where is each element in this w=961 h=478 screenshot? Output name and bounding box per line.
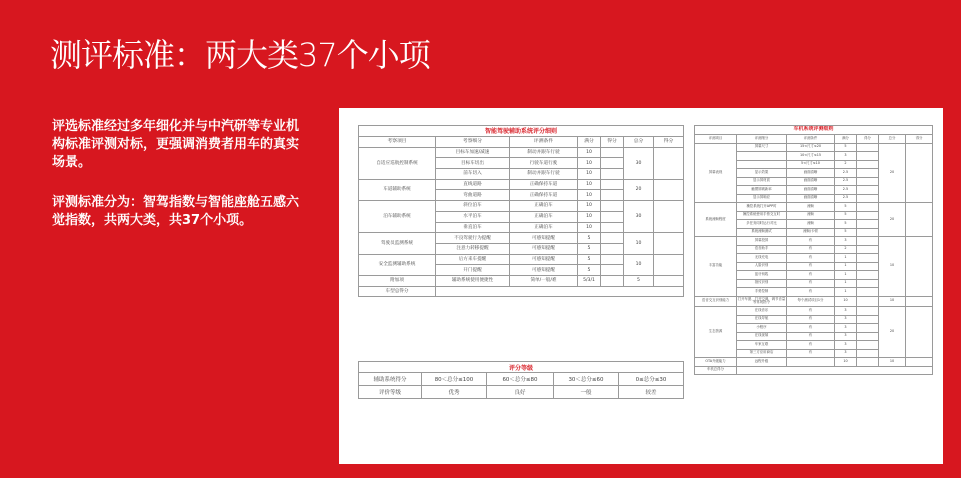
table-cell: 流畅 xyxy=(787,211,835,220)
score-cell xyxy=(857,169,879,178)
table-cell: 10 xyxy=(578,222,601,233)
table-cell: 人脸识别 xyxy=(737,262,787,271)
table-cell: 制动并跟车行驶 xyxy=(510,169,578,180)
intro-paragraph-1: 评选标准经过多年细化并与中汽研等专业机构标准评测对标，更强调消费者用车的真实场景。 xyxy=(52,119,300,170)
group-name: 驾驶员监测系统 xyxy=(359,233,436,254)
total-label: 车型总得分 xyxy=(359,286,436,297)
table-cell: 开门提醒 xyxy=(436,265,510,276)
score-cell xyxy=(857,143,879,152)
score-cell xyxy=(857,271,879,280)
score-cell xyxy=(857,220,879,229)
table-cell: 有 xyxy=(787,245,835,254)
table-cell: 在线导航 xyxy=(737,315,787,324)
table-cell: 有 xyxy=(787,324,835,333)
table-cell: 显示屏材质 xyxy=(737,177,787,186)
table-row xyxy=(695,296,933,307)
score-cell xyxy=(857,254,879,263)
table-cell: 0≤总分≤30 xyxy=(619,373,684,386)
score-cell xyxy=(857,152,879,161)
table-cell: 有 xyxy=(787,288,835,297)
score-cell xyxy=(857,177,879,186)
table-row xyxy=(359,147,684,158)
table-cell: 80＜总分≤100 xyxy=(422,373,487,386)
table-cell: 蓝牙钥匙 xyxy=(737,271,787,280)
table-cell: 5 xyxy=(578,243,601,254)
group-score xyxy=(906,203,933,237)
group-total: 20 xyxy=(879,203,906,237)
table-cell xyxy=(601,275,624,286)
table-cell: 流畅 xyxy=(787,203,835,212)
group-score xyxy=(654,147,684,179)
criteria-sheet xyxy=(339,108,943,464)
table-cell: 一般 xyxy=(554,386,619,399)
table-row xyxy=(359,275,684,286)
table-cell: 画面清晰 xyxy=(787,177,835,186)
table-cell: 每个测试项目1分 xyxy=(787,296,835,307)
table-caption: 智能驾驶辅助系统评分细则 xyxy=(359,126,684,137)
table-cell: 较差 xyxy=(619,386,684,399)
column-header: 得分 xyxy=(654,137,684,148)
table-cell: 3 xyxy=(835,349,857,358)
table-cell: 5 xyxy=(835,228,857,237)
table-cell xyxy=(436,286,684,297)
table-cell: 语音助手 xyxy=(737,245,787,254)
table-cell: 直线道路 xyxy=(436,179,510,190)
table-cell: 5 xyxy=(835,220,857,229)
table-cell: 可感知提醒 xyxy=(510,233,578,244)
table-cell: 1 xyxy=(835,262,857,271)
score-cell xyxy=(601,243,624,254)
table-row xyxy=(695,366,933,375)
table-row xyxy=(359,254,684,265)
group-score xyxy=(654,201,684,233)
table-cell: 有 xyxy=(787,271,835,280)
table-cell: 在线视频 xyxy=(737,332,787,341)
group-total: 20 xyxy=(879,143,906,203)
table-row xyxy=(695,237,933,246)
table-cell: 触摸屏刷新率 xyxy=(737,186,787,195)
table-cell: 有 xyxy=(787,349,835,358)
table-cell: 5 xyxy=(835,143,857,152)
table-cell: 水平泊车 xyxy=(436,211,510,222)
table-cell: 1 xyxy=(835,271,857,280)
table-cell: 附加项 xyxy=(359,275,436,286)
table-cell: 10 xyxy=(578,201,601,212)
table-row xyxy=(359,233,684,244)
table-cell: 5 xyxy=(578,254,601,265)
score-cell xyxy=(857,211,879,220)
column-header: 总分 xyxy=(624,137,654,148)
group-score xyxy=(906,237,933,297)
table-cell: 简单/一般/难 xyxy=(510,275,578,286)
table-cell: 第三方应用商店 xyxy=(737,349,787,358)
group-name: 系统流畅程度 xyxy=(695,203,737,237)
column-header: 满分 xyxy=(835,135,857,144)
column-header: 得分 xyxy=(906,135,933,144)
score-cell xyxy=(857,324,879,333)
table-row xyxy=(695,143,933,152)
table-cell: 后方来车提醒 xyxy=(436,254,510,265)
column-header: 得分 xyxy=(601,137,624,148)
column-header: 满分 xyxy=(578,137,601,148)
table-row xyxy=(359,286,684,297)
table-cell xyxy=(906,358,933,367)
table-cell: 良好 xyxy=(487,386,554,399)
table-cell: 目标车切出 xyxy=(436,158,510,169)
column-header: 评测细分 xyxy=(737,135,787,144)
table-cell: 可感知提醒 xyxy=(510,254,578,265)
score-cell xyxy=(857,279,879,288)
table-cell: 10 xyxy=(835,358,857,367)
table-cell: 有 xyxy=(787,341,835,350)
table-row xyxy=(695,307,933,316)
table-cell: 显示屏响应 xyxy=(737,194,787,203)
score-cell xyxy=(601,211,624,222)
group-total: 20 xyxy=(879,307,906,358)
table-cell: 正确保持车道 xyxy=(510,179,578,190)
table-cell: 有 xyxy=(787,307,835,316)
group-score xyxy=(906,143,933,203)
score-cell xyxy=(601,179,624,190)
table-cell: 前车切入 xyxy=(436,169,510,180)
score-cell xyxy=(601,169,624,180)
table-cell: 无线充电 xyxy=(737,254,787,263)
table-row xyxy=(695,203,933,212)
group-total: 30 xyxy=(624,201,654,233)
table-caption-row xyxy=(695,126,933,135)
group-name: 安全监测辅助系统 xyxy=(359,254,436,275)
total-label: 车机总得分 xyxy=(695,366,737,375)
score-cell xyxy=(857,245,879,254)
table-cell: 目标车加速/减速 xyxy=(436,147,510,158)
score-cell xyxy=(857,296,879,307)
table-cell: 3 xyxy=(835,332,857,341)
column-header: 评测项目 xyxy=(695,135,737,144)
column-header: 总分 xyxy=(879,135,906,144)
table-cell: 5<尺寸≤10 xyxy=(787,160,835,169)
table-cell: 60＜总分≤80 xyxy=(487,373,554,386)
table-cell: 正确泊车 xyxy=(510,222,578,233)
infotainment-scoring-table xyxy=(694,125,933,375)
score-cell xyxy=(857,194,879,203)
table-cell: 多任务同时运行对比 xyxy=(737,220,787,229)
group-name: 自适应巡航控制系统 xyxy=(359,147,436,179)
table-cell: 30＜总分≤60 xyxy=(554,373,619,386)
table-cell: 有 xyxy=(787,315,835,324)
table-caption: 评分等级 xyxy=(359,362,684,373)
column-header: 评测条件 xyxy=(510,137,578,148)
group-name: 车道辅助系统 xyxy=(359,179,436,200)
table-cell: 1 xyxy=(835,254,857,263)
table-row xyxy=(359,201,684,212)
table-cell: 15<尺寸≤20 xyxy=(787,143,835,152)
table-cell: 3 xyxy=(835,324,857,333)
group-score xyxy=(906,307,933,358)
table-cell: 画面清晰 xyxy=(787,194,835,203)
table-cell: 10 xyxy=(879,358,906,367)
score-cell xyxy=(857,315,879,324)
table-cell: 屏幕投屏 xyxy=(737,237,787,246)
table-header-row xyxy=(695,135,933,144)
table-cell: 5 xyxy=(835,203,857,212)
table-cell: 不良驾驶行为提醒 xyxy=(436,233,510,244)
table-caption: 车机系统评测细则 xyxy=(695,126,933,135)
table-cell: 5 xyxy=(578,233,601,244)
group-name: 屏幕表现 xyxy=(695,143,737,203)
score-cell xyxy=(857,228,879,237)
score-cell xyxy=(601,254,624,265)
score-cell xyxy=(601,222,624,233)
table-cell: 优秀 xyxy=(422,386,487,399)
table-cell: 10 xyxy=(578,211,601,222)
table-cell: 2.5 xyxy=(835,194,857,203)
group-total: 10 xyxy=(879,237,906,297)
score-cell xyxy=(857,186,879,195)
table-cell: 远程升级 xyxy=(737,358,787,367)
table-cell: 3 xyxy=(835,152,857,161)
score-cell xyxy=(857,307,879,316)
table-cell: 辅助系统得分 xyxy=(359,373,422,386)
table-cell: 5/3/1 xyxy=(578,275,601,286)
score-cell xyxy=(857,160,879,169)
table-cell: 10 xyxy=(578,147,601,158)
table-cell: 有 xyxy=(787,254,835,263)
table-cell: 10 xyxy=(578,179,601,190)
table-cell xyxy=(737,152,787,161)
table-cell: OTA升级能力 xyxy=(695,358,737,367)
table-cell xyxy=(654,275,684,286)
score-cell xyxy=(857,349,879,358)
table-header-row xyxy=(359,137,684,148)
table-cell: 2.5 xyxy=(835,186,857,195)
table-cell: 3 xyxy=(835,341,857,350)
table-cell xyxy=(857,358,879,367)
group-score xyxy=(654,254,684,275)
score-cell xyxy=(857,332,879,341)
score-cell xyxy=(857,237,879,246)
table-cell: 2.5 xyxy=(835,169,857,178)
group-score xyxy=(654,179,684,200)
table-cell: 有 xyxy=(787,237,835,246)
table-cell: 注意力转移提醒 xyxy=(436,243,510,254)
table-caption-row xyxy=(359,362,684,373)
group-score xyxy=(654,233,684,254)
score-cell xyxy=(601,201,624,212)
table-cell: 2 xyxy=(835,160,857,169)
table-row xyxy=(359,179,684,190)
score-cell xyxy=(601,190,624,201)
table-cell: 正确保持车道 xyxy=(510,190,578,201)
group-total: 20 xyxy=(624,179,654,200)
table-cell: 流畅/卡顿 xyxy=(787,228,835,237)
table-cell: 小程序 xyxy=(737,324,787,333)
table-caption-row xyxy=(359,126,684,137)
table-cell: 手势控制 xyxy=(737,288,787,297)
group-total: 10 xyxy=(879,296,906,307)
table-cell: 1 xyxy=(835,279,857,288)
group-name: 生态资源 xyxy=(695,307,737,358)
table-cell: 操控系统使用手势交互时 xyxy=(737,211,787,220)
score-cell xyxy=(601,233,624,244)
table-cell: 5 xyxy=(835,211,857,220)
table-cell: 流畅 xyxy=(787,220,835,229)
table-cell: 车家互联 xyxy=(737,341,787,350)
table-cell: 评价等级 xyxy=(359,386,422,399)
table-cell: 斜位泊车 xyxy=(436,201,510,212)
score-cell xyxy=(857,341,879,350)
table-cell xyxy=(787,358,835,367)
score-cell xyxy=(857,288,879,297)
column-header: 评测条件 xyxy=(787,135,835,144)
intro-paragraph-2: 评测标准分为：智驾指数与智能座舱五感六觉指数，共两大类，共37个小项。 xyxy=(52,195,300,228)
table-cell: 2.5 xyxy=(835,177,857,186)
score-cell xyxy=(601,147,624,158)
table-cell: 屏幕尺寸 xyxy=(737,143,787,152)
table-cell: 有 xyxy=(787,279,835,288)
table-row xyxy=(359,386,684,399)
table-cell: 有 xyxy=(787,332,835,341)
score-cell xyxy=(857,203,879,212)
table-cell xyxy=(737,160,787,169)
grade-table xyxy=(358,361,684,399)
column-header: 得分 xyxy=(857,135,879,144)
table-cell: 可感知提醒 xyxy=(510,243,578,254)
table-cell: 3 xyxy=(835,237,857,246)
score-cell xyxy=(601,158,624,169)
table-cell: 10<尺寸≤15 xyxy=(787,152,835,161)
table-cell: 3 xyxy=(835,315,857,324)
table-row xyxy=(359,373,684,386)
column-header: 考察项目 xyxy=(359,137,436,148)
table-cell: 3 xyxy=(835,307,857,316)
table-cell: 有 xyxy=(787,262,835,271)
table-cell: 正确泊车 xyxy=(510,201,578,212)
group-total: 30 xyxy=(624,147,654,179)
table-cell: 1 xyxy=(835,288,857,297)
table-cell: 制动并跟车行驶 xyxy=(510,147,578,158)
table-cell: 10 xyxy=(578,169,601,180)
table-cell: 系统流畅测试 xyxy=(737,228,787,237)
table-cell: 2 xyxy=(835,245,857,254)
table-cell: 5 xyxy=(578,265,601,276)
score-cell xyxy=(601,265,624,276)
page-title: 测评标准：两大类37个小项 xyxy=(50,36,430,74)
table-cell xyxy=(737,366,933,375)
table-row xyxy=(695,358,933,367)
table-cell: 可感知提醒 xyxy=(510,265,578,276)
group-score xyxy=(906,296,933,307)
group-total: 10 xyxy=(624,233,654,254)
table-cell: 辅助系统使用便捷性 xyxy=(436,275,510,286)
group-name: 丰富功能 xyxy=(695,237,737,297)
table-cell: 操控系统打开APP时 xyxy=(737,203,787,212)
group-name: 泊车辅助系统 xyxy=(359,201,436,233)
group-name: 语音交互识别能力 xyxy=(695,296,737,307)
table-cell: 10 xyxy=(835,296,857,307)
table-cell: 弯曲道路 xyxy=(436,190,510,201)
table-cell: 在线音乐 xyxy=(737,307,787,316)
table-cell: 5 xyxy=(624,275,654,286)
table-cell: 画面清晰 xyxy=(787,169,835,178)
adas-scoring-table xyxy=(358,125,684,297)
table-cell: 10 xyxy=(578,158,601,169)
column-header: 考察细分 xyxy=(436,137,510,148)
table-cell: 正确泊车 xyxy=(510,211,578,222)
table-cell: 10 xyxy=(578,190,601,201)
table-cell: 垂直泊车 xyxy=(436,222,510,233)
table-cell: 打开车窗、打开空调、调节音量等常规指令 xyxy=(737,296,787,307)
score-cell xyxy=(857,262,879,271)
table-cell: 显示效果 xyxy=(737,169,787,178)
table-cell: 画面清晰 xyxy=(787,186,835,195)
table-cell: 行驶车道行驶 xyxy=(510,158,578,169)
group-total: 10 xyxy=(624,254,654,275)
table-cell: 指纹识别 xyxy=(737,279,787,288)
